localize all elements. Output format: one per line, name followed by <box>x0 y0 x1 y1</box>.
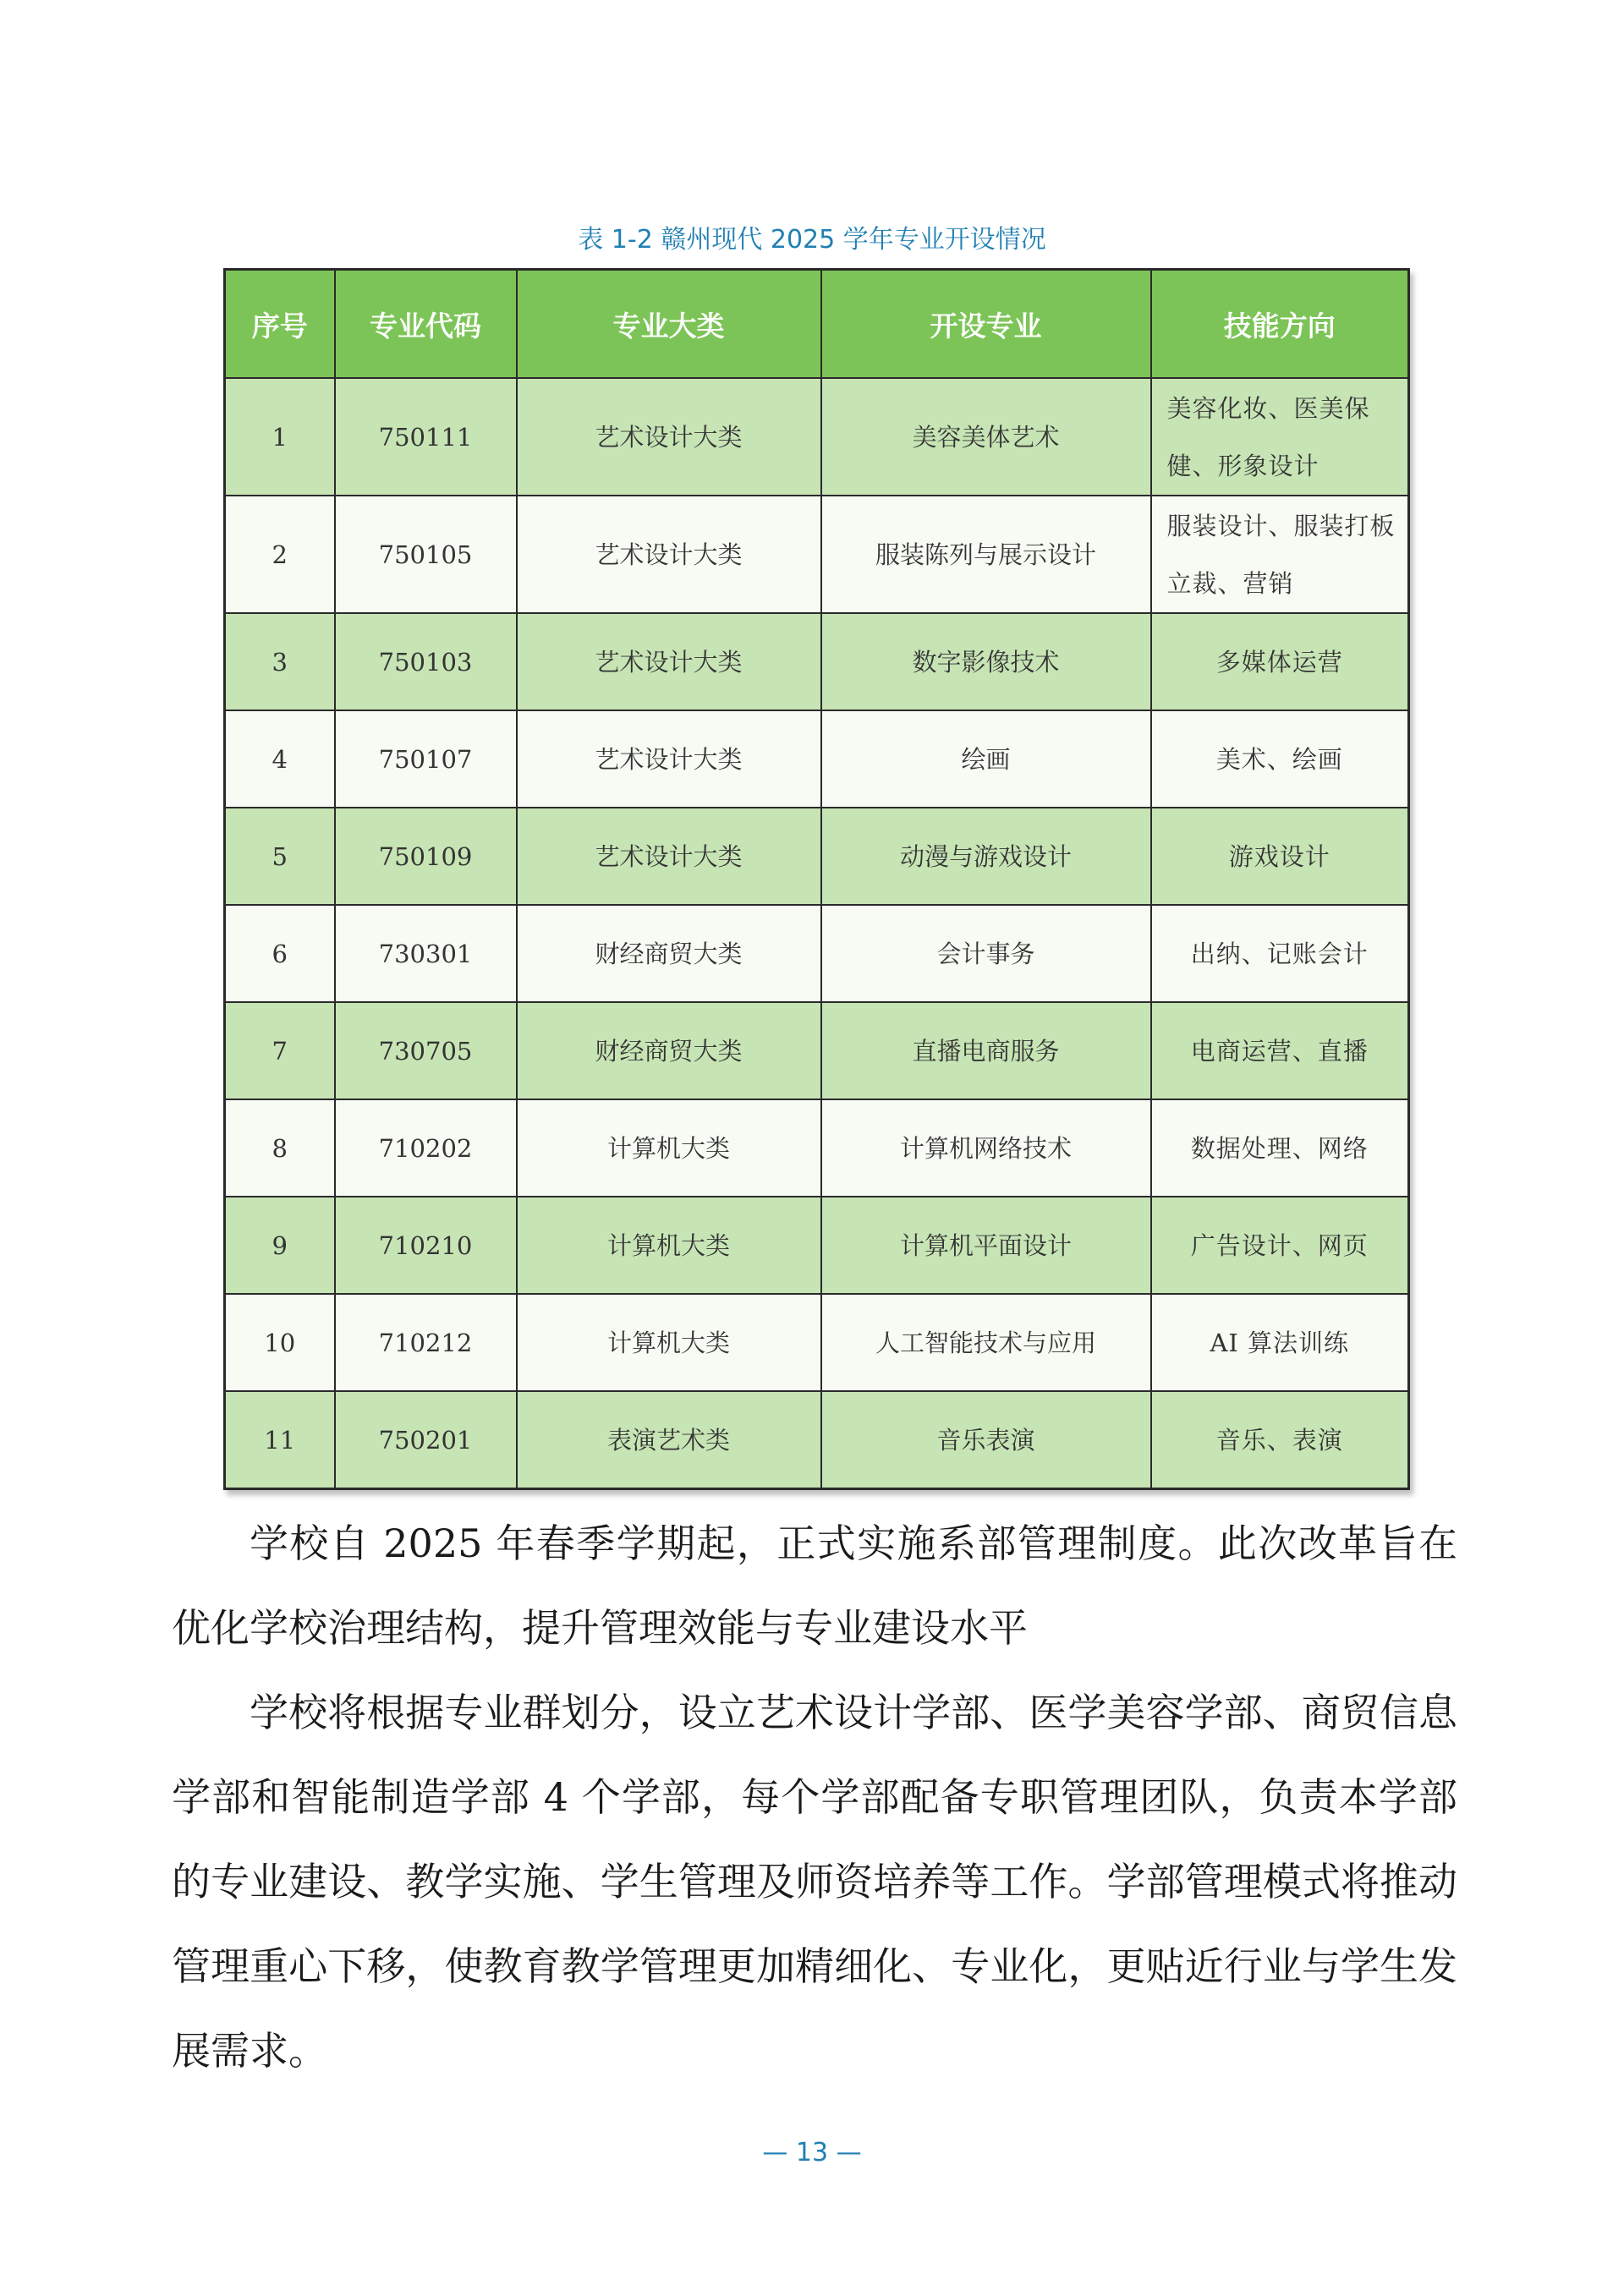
header-category: 专业大类 <box>517 270 821 379</box>
cell-major: 计算机平面设计 <box>821 1197 1151 1294</box>
cell-major: 音乐表演 <box>821 1391 1151 1489</box>
cell-major: 绘画 <box>821 710 1151 808</box>
cell-category: 艺术设计大类 <box>517 710 821 808</box>
table-row <box>225 905 1409 1002</box>
table-row <box>225 808 1409 905</box>
table-row <box>225 1002 1409 1099</box>
cell-category: 表演艺术类 <box>517 1391 821 1489</box>
cell-major: 数字影像技术 <box>821 613 1151 710</box>
table-caption: 表 1-2 赣州现代 2025 学年专业开设情况 <box>578 225 1046 255</box>
cell-code: 710202 <box>335 1099 517 1197</box>
header-code: 专业代码 <box>335 270 517 379</box>
cell-category: 财经商贸大类 <box>517 1002 821 1099</box>
cell-category: 艺术设计大类 <box>517 613 821 710</box>
cell-no: 5 <box>225 808 335 905</box>
cell-category: 计算机大类 <box>517 1099 821 1197</box>
cell-skill: 服装设计、服装打板立裁、营销 <box>1151 496 1409 613</box>
cell-major: 美容美体艺术 <box>821 378 1151 496</box>
cell-code: 750109 <box>335 808 517 905</box>
cell-major: 动漫与游戏设计 <box>821 808 1151 905</box>
cell-major: 直播电商服务 <box>821 1002 1151 1099</box>
cell-skill: 音乐、表演 <box>1151 1391 1409 1489</box>
header-skill: 技能方向 <box>1151 270 1409 379</box>
cell-no: 1 <box>225 378 335 496</box>
header-major: 开设专业 <box>821 270 1151 379</box>
cell-skill: 美术、绘画 <box>1151 710 1409 808</box>
cell-skill: 数据处理、网络 <box>1151 1099 1409 1197</box>
cell-code: 750201 <box>335 1391 517 1489</box>
table-row <box>225 378 1409 496</box>
cell-code: 750107 <box>335 710 517 808</box>
cell-no: 3 <box>225 613 335 710</box>
table-header-row <box>225 270 1409 379</box>
page-number: — 13 — <box>762 2138 862 2167</box>
table-row <box>225 1099 1409 1197</box>
cell-skill: 多媒体运营 <box>1151 613 1409 710</box>
cell-major: 服装陈列与展示设计 <box>821 496 1151 613</box>
cell-skill: 美容化妆、医美保健、形象设计 <box>1151 378 1409 496</box>
cell-no: 11 <box>225 1391 335 1489</box>
table-row <box>225 1294 1409 1391</box>
cell-category: 艺术设计大类 <box>517 496 821 613</box>
cell-no: 9 <box>225 1197 335 1294</box>
table-row <box>225 613 1409 710</box>
table-row <box>225 710 1409 808</box>
cell-no: 4 <box>225 710 335 808</box>
cell-no: 7 <box>225 1002 335 1099</box>
cell-category: 计算机大类 <box>517 1197 821 1294</box>
cell-no: 10 <box>225 1294 335 1391</box>
cell-no: 8 <box>225 1099 335 1197</box>
table-row <box>225 496 1409 613</box>
cell-category: 计算机大类 <box>517 1294 821 1391</box>
cell-major: 会计事务 <box>821 905 1151 1002</box>
cell-code: 750103 <box>335 613 517 710</box>
cell-code: 750111 <box>335 378 517 496</box>
cell-code: 750105 <box>335 496 517 613</box>
cell-code: 710210 <box>335 1197 517 1294</box>
cell-no: 6 <box>225 905 335 1002</box>
table-row <box>225 1391 1409 1489</box>
cell-skill: 电商运营、直播 <box>1151 1002 1409 1099</box>
cell-skill: 出纳、记账会计 <box>1151 905 1409 1002</box>
cell-no: 2 <box>225 496 335 613</box>
cell-category: 艺术设计大类 <box>517 378 821 496</box>
cell-skill: 游戏设计 <box>1151 808 1409 905</box>
cell-code: 730705 <box>335 1002 517 1099</box>
paragraph: 学校将根据专业群划分，设立艺术设计学部、医学美容学部、商贸信息学部和智能制造学部 4 个学部，每个学部配备专职管理团队，负责本学部的专业建设、教学实施、学生管理及师资培养等工作。学部管理模式将推动管理重心下移，使教育教学管理更加精细化、专业化，更贴近行业与学生发展需求。 <box>172 1690 1457 2074</box>
cell-code: 730301 <box>335 905 517 1002</box>
cell-category: 财经商贸大类 <box>517 905 821 1002</box>
cell-skill: 广告设计、网页 <box>1151 1197 1409 1294</box>
paragraph: 学校自 2025 年春季学期起，正式实施系部管理制度。此次改革旨在优化学校治理结构，提升管理效能与专业建设水平 <box>172 1521 1457 1651</box>
table-row <box>225 1197 1409 1294</box>
cell-major: 人工智能技术与应用 <box>821 1294 1151 1391</box>
cell-code: 710212 <box>335 1294 517 1391</box>
header-no: 序号 <box>225 270 335 379</box>
cell-category: 艺术设计大类 <box>517 808 821 905</box>
body-text <box>172 1501 1457 2093</box>
cell-skill: AI 算法训练 <box>1151 1294 1409 1391</box>
majors-table <box>223 268 1410 1490</box>
cell-major: 计算机网络技术 <box>821 1099 1151 1197</box>
